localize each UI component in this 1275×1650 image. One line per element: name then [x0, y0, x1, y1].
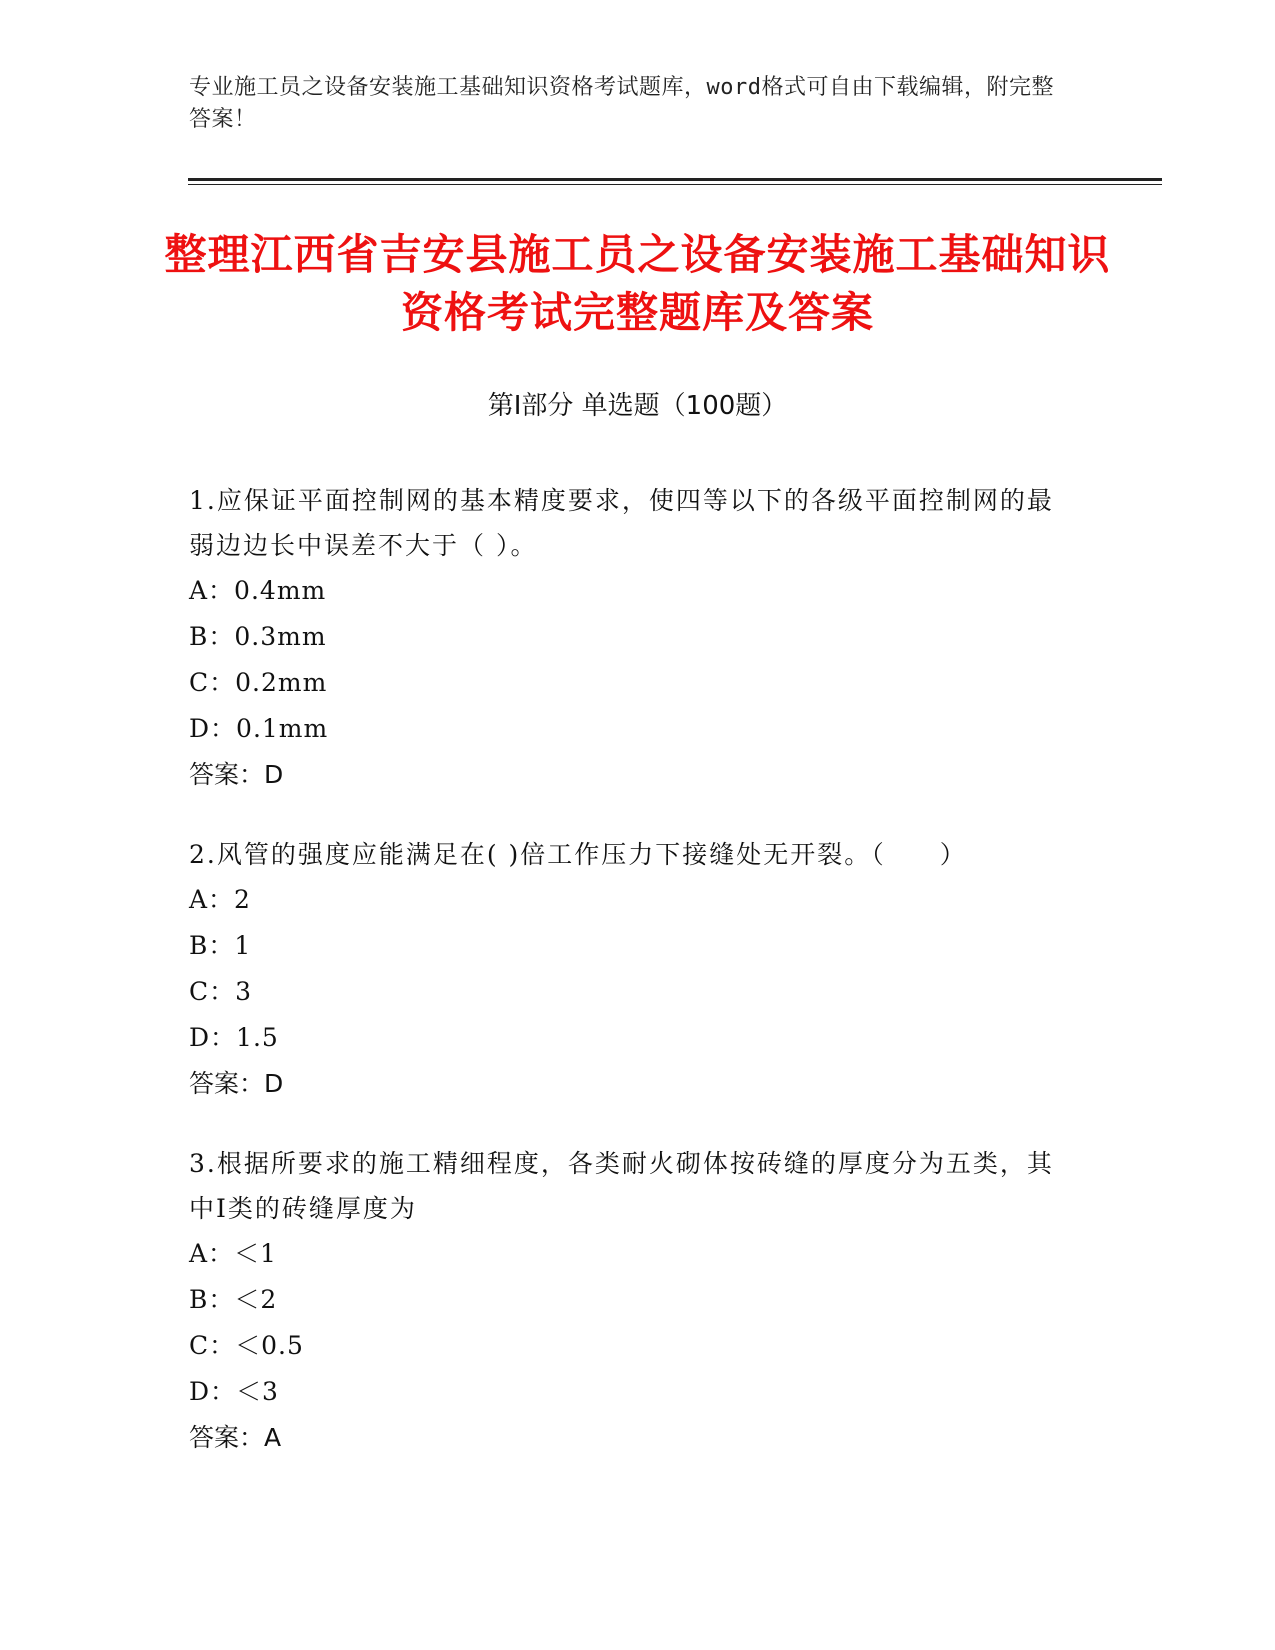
option-a: A：0.4mm [189, 576, 327, 605]
question-stem: 1.应保证平面控制网的基本精度要求，使四等以下的各级平面控制网的最弱边边长中误差不大于（ ）。 [189, 486, 1054, 560]
option-b: B：0.3mm [189, 622, 327, 651]
section-title: 第Ⅰ部分 单选题（100题） [487, 391, 788, 421]
option-b: B：1 [189, 931, 252, 960]
header-note: 专业施工员之设备安装施工基础知识资格考试题库，word格式可自由下载编辑，附完整答案！ [189, 75, 1054, 132]
question-stem: 3.根据所要求的施工精细程度，各类耐火砌体按砖缝的厚度分为五类，其中Ⅰ类的砖缝厚度为 [189, 1149, 1054, 1223]
question-3 [189, 1141, 1069, 1461]
answer-line: 答案：A [189, 1423, 282, 1452]
option-c: C：＜0.5 [189, 1331, 304, 1360]
option-d: D：0.1mm [189, 714, 329, 743]
option-a: A：＜1 [189, 1239, 277, 1268]
header-rule-thin [188, 184, 1162, 185]
answer-line: 答案：D [189, 1069, 284, 1098]
question-stem: 2.风管的强度应能满足在( )倍工作压力下接缝处无开裂。（ ） [189, 840, 967, 869]
document-title: 整理江西省吉安县施工员之设备安装施工基础知识资格考试完整题库及答案 [164, 230, 1111, 337]
question-2 [189, 832, 1069, 1107]
question-1 [189, 478, 1069, 798]
option-b: B：＜2 [189, 1285, 278, 1314]
option-d: D：＜3 [189, 1377, 279, 1406]
answer-line: 答案：D [189, 760, 284, 789]
option-c: C：3 [189, 977, 253, 1006]
header-rule-thick [188, 178, 1162, 181]
question-list [189, 478, 1069, 1495]
option-d: D：1.5 [189, 1023, 279, 1052]
option-a: A：2 [189, 885, 251, 914]
option-c: C：0.2mm [189, 668, 328, 697]
